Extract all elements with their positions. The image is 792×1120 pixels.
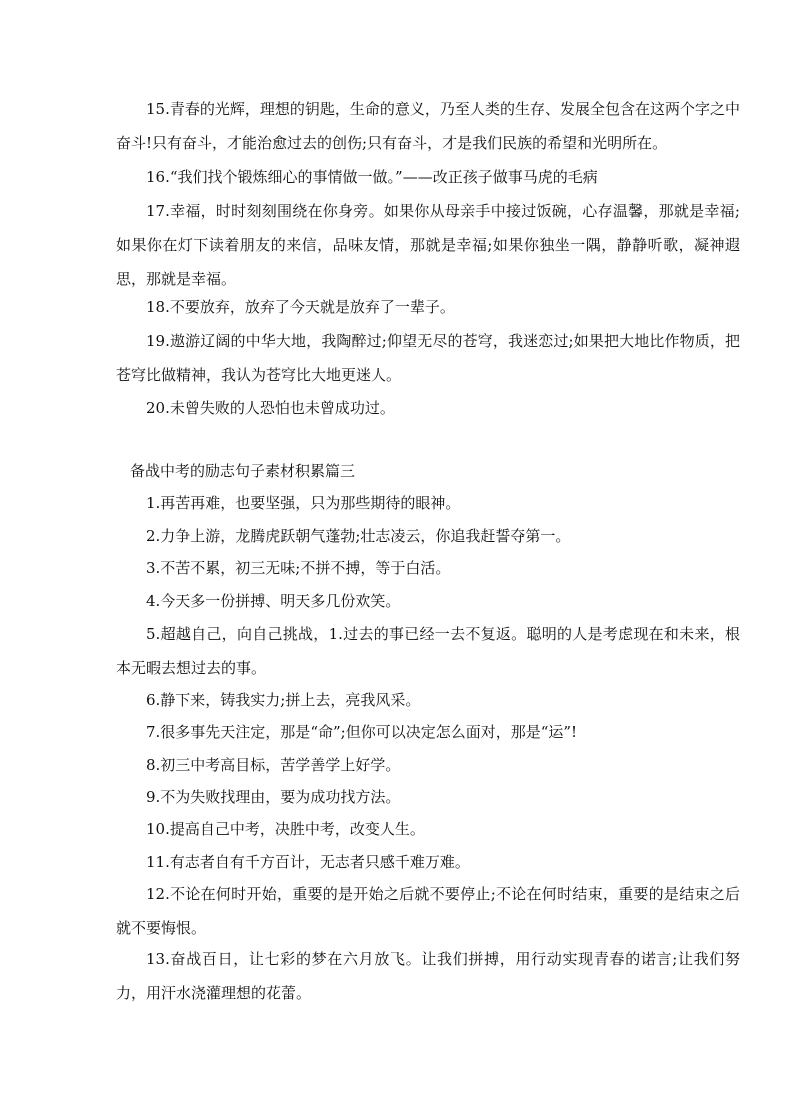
list-item-9: 9.不为失败找理由，要为成功找方法。 [146,788,401,806]
list-item-13: 13.奋战百日，让七彩的梦在六月放飞。让我们拼搏，用行动实现青春的诺言;让我们努力，用汗水浇灌理想的花蕾。 [116,950,740,1002]
list-item-6: 6.静下来，铸我实力;拼上去，亮我风采。 [146,691,421,709]
paragraph-15: 15.青春的光辉，理想的钥匙，生命的意义，乃至人类的生存、发展全包含在这两个字之中奋斗!只有奋斗，才能治愈过去的创伤;只有奋斗，才是我们民族的希望和光明所在。 [116,100,740,152]
section-heading: 备战中考的励志句子素材积累篇三 [130,462,356,480]
paragraph-18: 18.不要放弃，放弃了今天就是放弃了一辈子。 [146,298,455,316]
list-item-10: 10.提高自己中考，决胜中考，改变人生。 [146,820,425,838]
list-item-11: 11.有志者自有千方百计，无志者只感千难万难。 [146,853,470,871]
list-item-12: 12.不论在何时开始，重要的是开始之后就不要停止;不论在何时结束，重要的是结束之后就不要悔恨。 [116,885,740,937]
paragraph-17: 17.幸福，时时刻刻围绕在你身旁。如果你从母亲手中接过饭碗，心存温馨，那就是幸福;如果你在灯下读着朋友的来信，品味友情，那就是幸福;如果你独坐一隅，静静听歌，凝神遐思，那就是幸福。 [116,202,740,288]
list-item-5: 5.超越自己，向自己挑战，1.过去的事已经一去不复返。聪明的人是考虑现在和未来，根本无暇去想过去的事。 [116,625,740,677]
list-item-7: 7.很多事先天注定，那是“命”;但你可以决定怎么面对，那是“运”! [146,723,578,741]
paragraph-19: 19.遨游辽阔的中华大地，我陶醉过;仰望无尽的苍穹，我迷恋过;如果把大地比作物质，把苍穹比做精神，我认为苍穹比大地更迷人。 [116,332,740,384]
list-item-1: 1.再苦再难，也要坚强，只为那些期待的眼神。 [146,494,461,512]
paragraph-16: 16.“我们找个锻炼细心的事情做一做。”——改正孩子做事马虎的毛病 [146,168,598,186]
list-item-3: 3.不苦不累，初三无味;不拼不搏，等于白活。 [146,559,451,577]
list-item-4: 4.今天多一份拼搏、明天多几份欢笑。 [146,592,401,610]
paragraph-20: 20.未曾失败的人恐怕也未曾成功过。 [146,399,395,417]
list-item-2: 2.力争上游，龙腾虎跃朝气蓬勃;壮志凌云，你追我赶誓夺第一。 [146,527,571,545]
list-item-8: 8.初三中考高目标，苦学善学上好学。 [146,756,401,774]
